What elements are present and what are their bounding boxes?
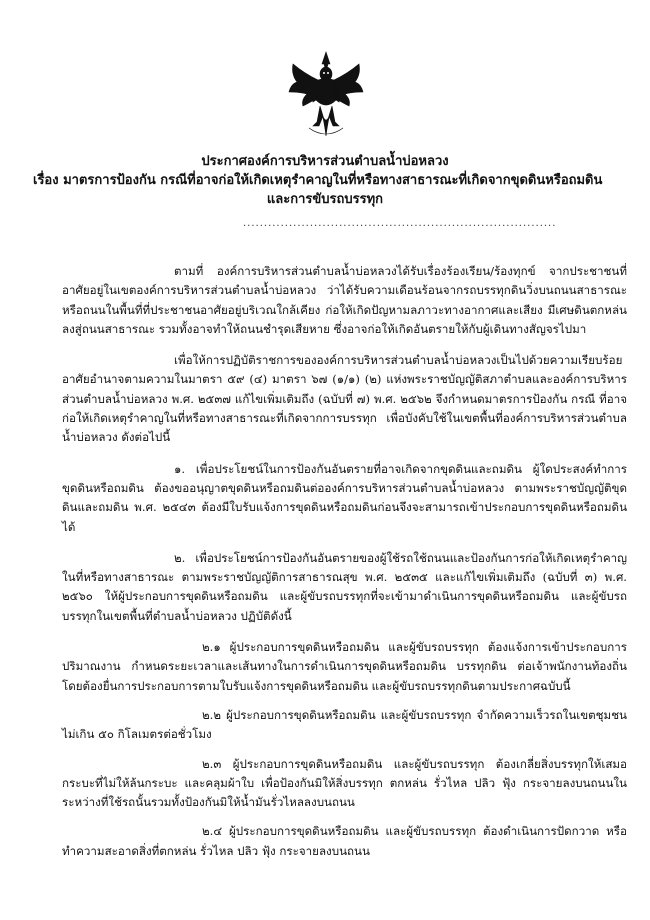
- paragraph-item-2: ๒. เพื่อประโยชน์การป้องกันอันตรายของผู้ใช้รถใช้ถนนและป้องกันการก่อให้เกิดเหตุรำคาญในที่หรือทางสาธารณะ ตามพระราชบัญญัติการสาธารณสุข พ.ศ. ๒๕๓๕ และแก้ไขเพิ่มเติมถึง (ฉบับที่ ๓) พ.ศ. ๒๕๖๐ ให้ผู้ประกอบการขุดดินหรือถมดิน และผู้ขับรถบรรทุกที่จะเข้ามาดำเนินการขุดดินหรือถมดิน และผู้ขับรถบรรทุกในเขตพื้นที่ตำบลน้ำบ่อหลวง ปฏิบัติดังนี้: [62, 550, 627, 623]
- garuda-emblem-icon: [287, 50, 365, 142]
- paragraph-authority: เพื่อให้การปฏิบัติราชการขององค์การบริหารส่วนตำบลน้ำบ่อหลวงเป็นไปด้วยความเรียบร้อย อาศัยอำนาจตามความในมาตรา ๕๙ (๔) มาตรา ๖๗ (๑/๑) (๒) แห่งพระราชบัญญัติสภาตำบลและองค์การบริหารส่วนตำบลน้ำบ่อหลวง พ.ศ. ๒๕๓๗ แก้ไขเพิ่มเติมถึง (ฉบับที่ ๗) พ.ศ. ๒๕๖๒ จึงกำหนดมาตรการป้องกัน กรณี ที่อาจก่อให้เกิดเหตุรำคาญในที่หรือทางสาธารณะที่เกิดจากการบรรทุก เพื่อบังคับใช้ในเขตพื้นที่องค์การบริหารส่วนตำบลน้ำบ่อหลวง ดังต่อไปนี้: [62, 353, 627, 445]
- paragraph-item-2-2: ๒.๒ ผู้ประกอบการขุดดินหรือถมดิน และผู้ขับรถบรรทุก จำกัดความเร็วรถในเขตชุมชนไม่เกิน ๕๐ กิโลเมตรต่อชั่วโมง: [62, 707, 627, 742]
- paragraph-item-2-4: ๒.๔ ผู้ประกอบการขุดดินหรือถมดิน และผู้ขับรถบรรทุก ต้องดำเนินการปัดกวาด หรือทำความสะอาดสิ่งที่ตกหล่น รั่วไหล ปลิว ฟุ้ง กระจายลงบนถนน: [62, 824, 627, 858]
- announcement-body: [62, 262, 627, 871]
- paragraph-intro: ตามที่ องค์การบริหารส่วนตำบลน้ำบ่อหลวงได้รับเรื่องร้องเรียน/ร้องทุกข์ จากประชาชนที่อาศัยอยู่ในเขตองค์การบริหารส่วนตำบลน้ำบ่อหลวง ว่าได้รับความเดือนร้อนจากรถบรรทุกดินวิ่งบนถนนสาธารณะหรือถนนในพื้นที่ที่ประชาชนอาศัยอยู่บริเวณใกล้เคียง ก่อให้เกิดปัญหามลภาวะทางอากาศและเสียง มีเศษดินตกหล่นลงสู่ถนนสาธารณะ รวมทั้งอาจทำให้ถนนชำรุดเสียหาย ซึ่งอาจก่อให้เกิดอันตรายให้กับผู้เดินทางสัญจรไปมา: [62, 264, 627, 336]
- announcement-subject-cont: และการขับรถบรรทุก: [266, 192, 384, 207]
- header-separator: ...........................................................................: [243, 218, 557, 229]
- announcement-header: [0, 152, 650, 209]
- paragraph-item-2-1: ๒.๑ ผู้ประกอบการขุดดินหรือถมดิน และผู้ขับรถบรรทุก ต้องแจ้งการเข้าประกอบการ ปริมาณงาน กำหนดระยะเวลาและเส้นทางในการดำเนินการขุดดินหรือถมดิน บรรทุกดิน ต่อเจ้าพนักงานท้องถิ่น โดยต้องยื่นการประกอบการตามใบรับแจ้งการขุดดินหรือถมดิน และผู้ขับรถบรรทุกดินตามประกาศฉบับนี้: [62, 640, 627, 693]
- announcement-subject: เรื่อง มาตรการป้องกัน กรณีที่อาจก่อให้เกิดเหตุรำคาญในที่หรือทางสาธารณะที่เกิดจากขุดดินหรือถมดิน: [33, 173, 603, 188]
- paragraph-item-2-3: ๒.๓ ผู้ประกอบการขุดดินหรือถมดิน และผู้ขับรถบรรทุก ต้องเกลี่ยสิ่งบรรทุกให้เสมอกระบะที่ไม่ให้ล้นกระบะ และคลุมผ้าใบ เพื่อป้องกันมิให้สิ่งบรรทุก ตกหล่น รั่วไหล ปลิว ฟุ้ง กระจายลงบนถนนในระหว่างที่ใช้รถนั้นรวมทั้งป้องกันมิให้น้ำมันรั่วไหลลงบนถนน: [62, 756, 627, 810]
- announcement-title: ประกาศองค์การบริหารส่วนตำบลน้ำบ่อหลวง: [201, 154, 449, 169]
- paragraph-item-1: ๑. เพื่อประโยชน์ในการป้องกันอันตรายที่อาจเกิดจากขุดดินและถมดิน ผู้ใดประสงค์ทำการขุดดินหรือถมดิน ต้องขออนุญาตขุดดินหรือถมดินต่อองค์การบริหารส่วนตำบลน้ำบ่อหลวง ตามพระราชบัญญัติขุดดินและถมดิน พ.ศ. ๒๕๔๓ ต้องมีใบรับแจ้งการขุดดินหรือถมดินก่อนจึงจะสามารถเข้าประกอบการขุดดินหรือถมดินได้: [62, 461, 627, 534]
